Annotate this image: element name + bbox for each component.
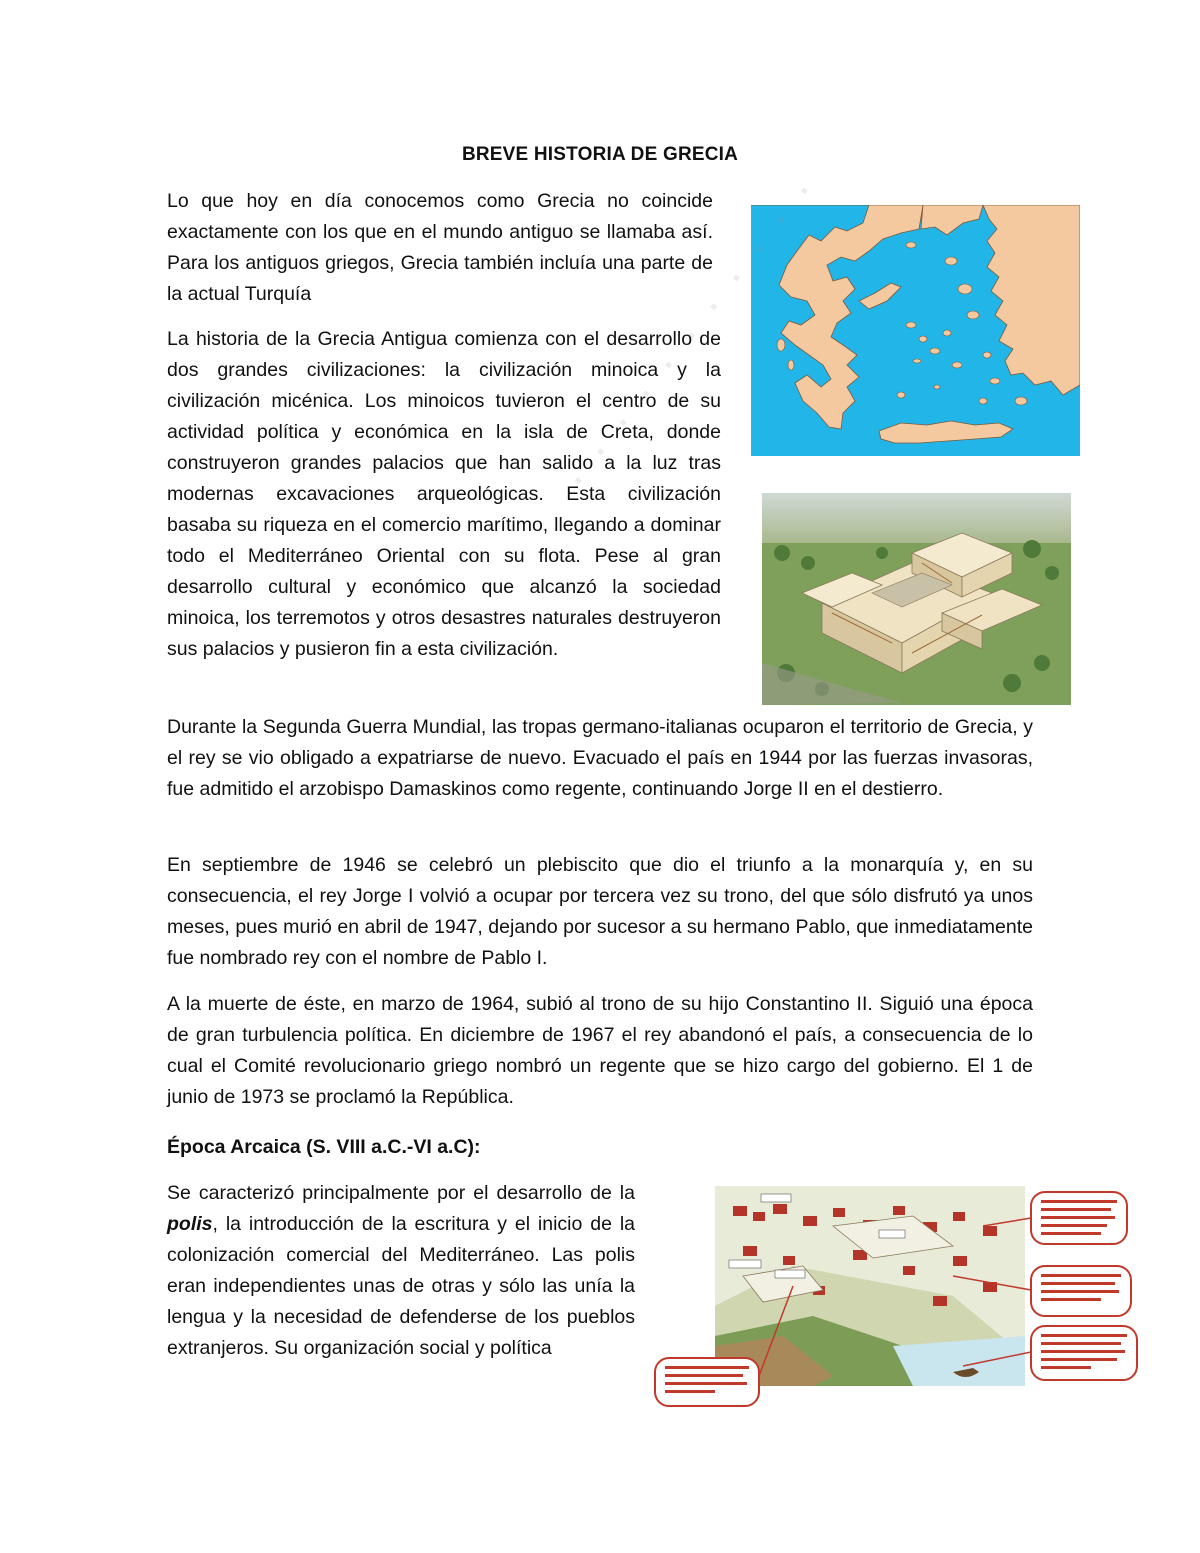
- paragraph-intro: Lo que hoy en día conocemos como Grecia no coincide exactamente con los que en el mundo antiguo se llamaba así. Para los antiguos griegos, Grecia también incluía una parte de la actual Turquía: [167, 190, 713, 305]
- paragraph-ww2: [167, 712, 1033, 805]
- paragraph-1946: En septiembre de 1946 se celebró un plebiscito que dio el triunfo a la monarquía y, en su consecuencia, el rey Jorge I volvió a ocupar por tercera vez su trono, del que sólo disfrutó ya unos meses, pues murió en abril de 1947, dejando por sucesor a su hermano Pablo, que inmediatamente fue nombrado rey con el nombre de Pablo I.: [167, 854, 1033, 969]
- paragraph-arcaica: [167, 1178, 635, 1364]
- greek-polis-illustration: [653, 1186, 1173, 1410]
- document-title: BREVE HISTORIA DE GRECIA: [461, 144, 739, 165]
- map-of-ancient-greece-image: [751, 205, 1080, 456]
- paragraph-minoan: La historia de la Grecia Antigua comienza con el desarrollo de dos grandes civilizaciones: la civilización minoica y la civilización micénica. Los minoicos tuvieron el centro de su actividad política y económica en la isla de Creta, donde construyeron grandes palacios que han salido a la luz tras modernas excavaciones arqueológicas. Esta civilización basaba su riqueza en el comercio marítimo, llegando a dominar todo el Mediterráneo Oriental con su flota. Pese al gran desarrollo cultural y económico que alcanzó la sociedad minoica, los terremotos y otros desastres naturales destruyeron sus palacios y pusieron fin a esta civilización.: [167, 328, 721, 660]
- polis-emphasis: polis: [167, 1213, 213, 1235]
- watermark: · · · · · · · · · · ·: [560, 167, 829, 497]
- paragraph-1964: A la muerte de éste, en marzo de 1964, subió al trono de su hijo Constantino II. Siguió una época de gran turbulencia política. En diciembre de 1967 el rey abandonó el país, a consecuencia de lo cual el Comité revolucionario griego nombró un regente que se hizo cargo del gobierno. El 1 de junio de 1973 se proclamó la República.: [167, 993, 1033, 1108]
- paragraph-arcaica-part2: , la introducción de la escritura y el inicio de la colonización comercial del Mediterráneo. Las polis eran independientes unas de otras y sólo las unía la lengua y la necesidad de defenderse de los pueblos extranjeros. Su organización social y política: [167, 1213, 635, 1359]
- paragraph-ww2-text: Durante la Segunda Guerra Mundial, las tropas germano-italianas ocuparon el territorio de Grecia, y el rey se vio obligado a expatriarse de nuevo. Evacuado el país en 1944 por las fuerzas invasoras, fue admitido el arzobispo Damaskinos como regente, continuando Jorge II en el destierro.: [167, 716, 1033, 800]
- knossos-palace-illustration: [762, 493, 1071, 705]
- section-heading-arcaica: Época Arcaica (S. VIII a.C.-VI a.C):: [167, 1136, 481, 1158]
- paragraph-arcaica-part1: Se caracterizó principalmente por el desarrollo de la: [167, 1182, 635, 1204]
